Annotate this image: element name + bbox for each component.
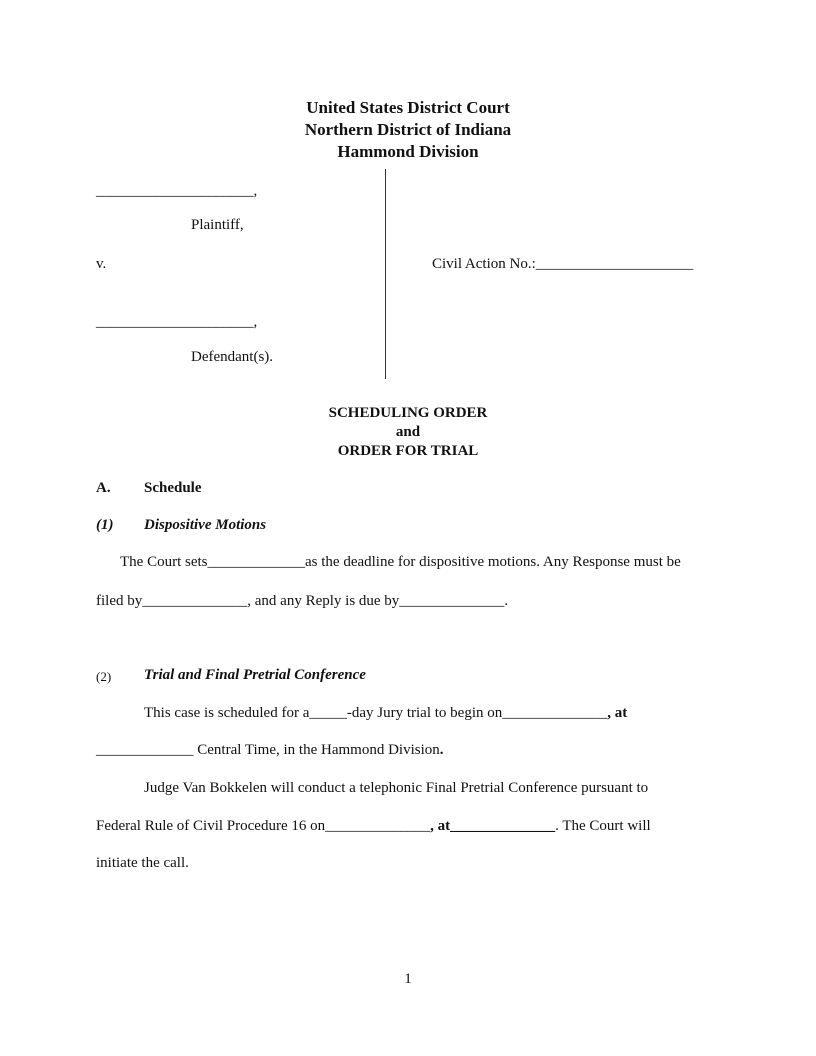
dispositive-text-1: The Court sets [120,554,208,570]
subsection-1-number: (1) [96,517,114,533]
court-header [0,97,816,163]
defendant-label: Defendant(s). [191,349,274,365]
dispositive-text-2: as the deadline for dispositive motions. Any Response must be [305,554,681,570]
conference-paragraph-line1: Judge Van Bokkelen will conduct a telephonic Final Pretrial Conference pursuant to [144,780,649,796]
dispositive-text-5: . [504,593,509,609]
trial-text-2: -day Jury trial to begin on [346,705,503,721]
dispositive-paragraph-line2 [96,593,508,610]
civil-action-field [432,256,693,273]
plaintiff-label: Plaintiff, [191,217,244,233]
trial-paragraph-line2 [96,742,444,759]
subsection-2-number: (2) [96,669,112,684]
trial-date-blank[interactable]: ______________ [502,705,608,721]
conference-time-blank[interactable]: ______________ [450,818,556,834]
conference-text-2: . The Court will [555,818,651,834]
dispositive-text-4: , and any Reply is due by [247,593,400,609]
trial-time-blank[interactable]: _____________ [96,742,194,758]
conference-paragraph-line3: initiate the call. [96,855,189,871]
division-name: Hammond Division [337,142,479,161]
response-date-blank[interactable]: ______________ [142,593,248,609]
order-title [0,404,816,461]
section-a-heading: Schedule [144,480,202,496]
conference-date-blank[interactable]: ______________ [325,818,431,834]
subsection-2-heading: Trial and Final Pretrial Conference [144,667,366,683]
trial-days-blank[interactable]: _____ [309,705,347,721]
trial-at: , at [607,705,628,721]
order-title-line1: SCHEDULING ORDER [328,405,488,421]
caption-divider [385,169,386,379]
trial-paragraph-line1 [144,705,627,722]
conference-text-1: Federal Rule of Civil Procedure 16 on [96,818,326,834]
trial-text-3: Central Time, in the Hammond Division [193,742,440,758]
reply-date-blank[interactable]: ______________ [399,593,505,609]
plaintiff-name-blank[interactable]: _____________________, [96,183,258,199]
order-title-line2: and [395,424,421,440]
dispositive-deadline-blank[interactable]: _____________ [207,554,305,570]
trial-text-1: This case is scheduled for a [144,705,310,721]
conference-paragraph-line2 [96,818,651,835]
dispositive-text-3: filed by [96,593,143,609]
section-a-letter: A. [96,480,111,496]
versus-label: v. [96,256,107,272]
civil-action-blank[interactable]: _____________________ [535,256,694,272]
page-number: 1 [404,971,412,987]
defendant-name-blank[interactable]: _____________________, [96,314,258,330]
court-name: United States District Court [306,98,510,117]
dispositive-paragraph-line1 [120,554,681,571]
trial-text-end: . [439,742,444,758]
conference-at: , at [430,818,451,834]
order-title-line3: ORDER FOR TRIAL [337,443,479,459]
subsection-1-heading: Dispositive Motions [144,517,267,533]
civil-action-label: Civil Action No.: [432,256,536,272]
district-name: Northern District of Indiana [304,120,512,139]
